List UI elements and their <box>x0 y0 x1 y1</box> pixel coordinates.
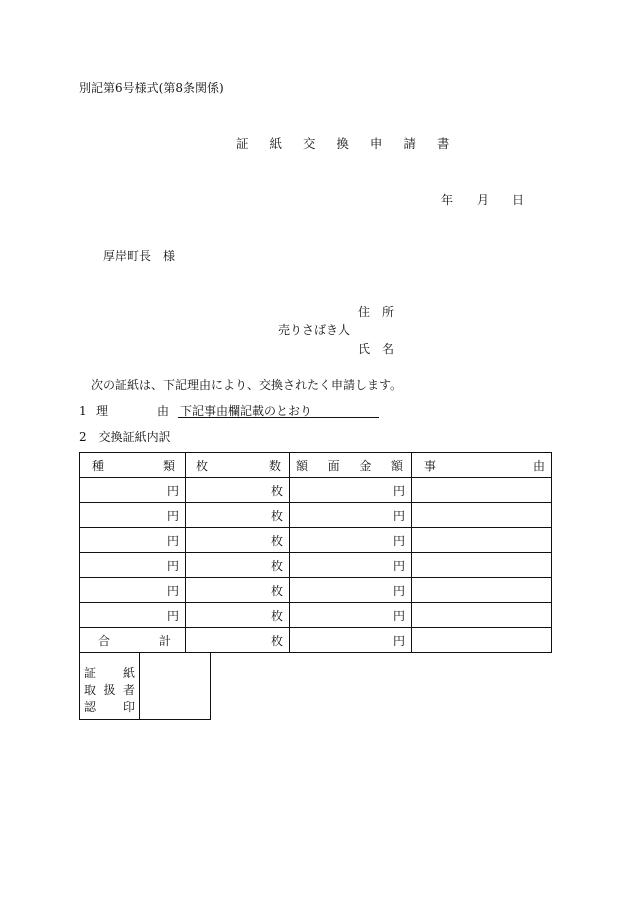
stamp-box <box>79 652 211 720</box>
stamp-label <box>80 653 140 720</box>
header-type-char1: 種 <box>92 458 105 473</box>
cell-amount[interactable]: 円 <box>290 553 412 578</box>
stamp-label-line3: 認 印 <box>84 700 135 714</box>
table-row <box>80 578 552 603</box>
cell-reason[interactable] <box>412 503 552 528</box>
cell-reason[interactable] <box>412 478 552 503</box>
address-label: 住 所 <box>358 305 395 319</box>
cell-type[interactable]: 円 <box>80 578 186 603</box>
total-amount[interactable]: 円 <box>290 628 412 653</box>
cell-type[interactable]: 円 <box>80 478 186 503</box>
stamp-label-line2: 取 扱 者 <box>84 683 135 697</box>
header-reason-char2: 由 <box>532 458 545 473</box>
table-row <box>80 553 552 578</box>
form-number: 別記第6号様式(第8条関係) <box>79 81 224 95</box>
total-label-char2: 計 <box>158 633 171 648</box>
header-amount-char1: 額 <box>296 458 309 473</box>
stamp-label-line1: 証 紙 <box>84 666 135 680</box>
header-type <box>80 453 186 478</box>
header-count-char2: 数 <box>268 458 281 473</box>
header-reason <box>412 453 552 478</box>
cell-amount[interactable]: 円 <box>290 578 412 603</box>
header-amount-char2: 面 <box>327 458 340 473</box>
date-day: 日 <box>512 193 525 207</box>
date-year: 年 <box>441 193 454 207</box>
cell-count[interactable]: 枚 <box>186 503 290 528</box>
header-count <box>186 453 290 478</box>
date-month: 月 <box>477 193 490 207</box>
table-row <box>80 603 552 628</box>
section-title: 2 交換証紙内訳 <box>79 430 171 444</box>
total-reason[interactable] <box>412 628 552 653</box>
table-header-row <box>80 453 552 478</box>
header-face-amount <box>290 453 412 478</box>
cell-count[interactable]: 枚 <box>186 528 290 553</box>
stamp-area[interactable] <box>140 653 211 720</box>
table-total-row <box>80 628 552 653</box>
header-type-char2: 類 <box>162 458 175 473</box>
cell-count[interactable]: 枚 <box>186 553 290 578</box>
total-label-char1: 合 <box>98 633 111 648</box>
cell-amount[interactable]: 円 <box>290 528 412 553</box>
exchange-table <box>79 452 552 653</box>
cell-type[interactable]: 円 <box>80 603 186 628</box>
table-row <box>80 478 552 503</box>
cell-count[interactable]: 枚 <box>186 578 290 603</box>
cell-amount[interactable]: 円 <box>290 478 412 503</box>
total-label <box>80 628 186 653</box>
intro-text: 次の証紙は、下記理由により、交換されたく申請します。 <box>91 378 403 392</box>
cell-count[interactable]: 枚 <box>186 603 290 628</box>
table-row <box>80 528 552 553</box>
cell-reason[interactable] <box>412 578 552 603</box>
table-row <box>80 503 552 528</box>
header-reason-char1: 事 <box>424 458 437 473</box>
reason-value: 下記事由欄記載のとおり <box>178 404 379 418</box>
cell-type[interactable]: 円 <box>80 553 186 578</box>
cell-reason[interactable] <box>412 528 552 553</box>
reason-number: 1 <box>79 404 87 418</box>
addressee: 厚岸町長 様 <box>103 249 176 263</box>
reason-label-first: 理 <box>96 404 109 418</box>
cell-type[interactable]: 円 <box>80 503 186 528</box>
total-count[interactable]: 枚 <box>186 628 290 653</box>
cell-amount[interactable]: 円 <box>290 503 412 528</box>
name-label: 氏 名 <box>358 342 395 356</box>
cell-amount[interactable]: 円 <box>290 603 412 628</box>
header-count-char1: 枚 <box>196 458 209 473</box>
header-amount-char3: 金 <box>359 458 372 473</box>
cell-reason[interactable] <box>412 603 552 628</box>
cell-type[interactable]: 円 <box>80 528 186 553</box>
document-title: 証 紙 交 換 申 請 書 <box>236 136 458 151</box>
cell-reason[interactable] <box>412 553 552 578</box>
cell-count[interactable]: 枚 <box>186 478 290 503</box>
reason-label-second: 由 <box>157 404 170 418</box>
header-amount-char4: 額 <box>390 458 403 473</box>
seller-role: 売りさばき人 <box>278 323 351 337</box>
